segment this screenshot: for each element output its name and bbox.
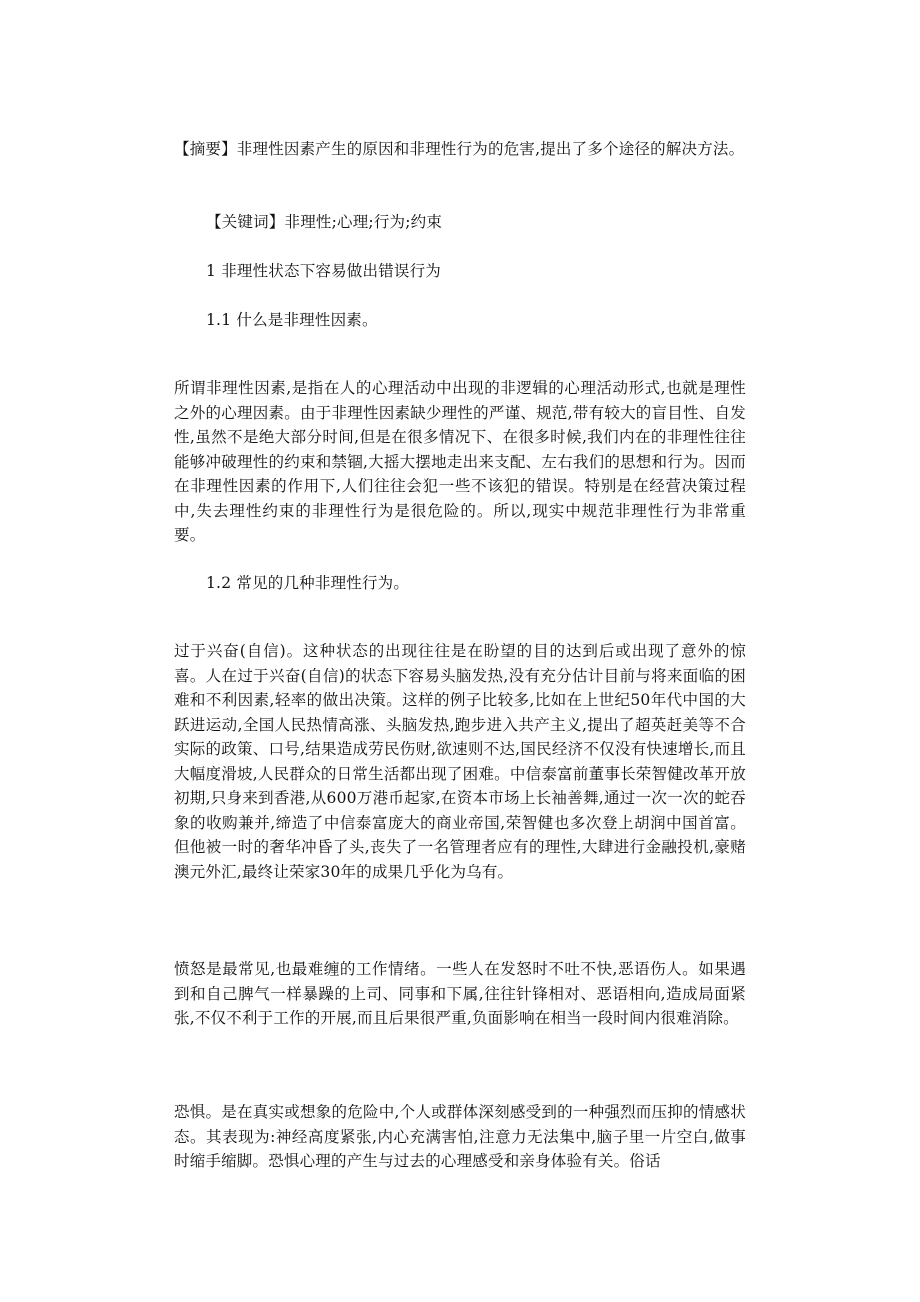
keywords-line: 【关键词】非理性;心理;行为;约束 <box>206 213 443 231</box>
excitement-paragraph: 过于兴奋(自信)。这种状态的出现往往是在盼望的目的达到后或出现了意外的惊喜。人在过于兴奋(自信)的状态下容易头脑发热,没有充分估计目前与将来面临的困难和不利因素,轻率的做出决策。这样的例子比较多,比如在上世纪50年代中国的大跃进运动,全国人民热情高涨、头脑发热,跑步进入共产主义,提出了超英赶美等不合实际的政策、口号,结果造成劳民伤财,欲速则不达,国民经济不仅没有快速增长,而且大幅度滑坡,人民群众的日常生活都出现了困难。中信泰富前董事长荣智健改革开放初期,只身来到香港,从600万港币起家,在资本市场上长袖善舞,通过一次一次的蛇吞象的收购兼并,缔造了中信泰富庞大的商业帝国,荣智健也多次登上胡润中国首富。但他被一时的奢华冲昏了头,丧失了一名管理者应有的理性,大肆进行金融投机,豪赌澳元外汇,最终让荣家30年的成果几乎化为乌有。 <box>174 642 746 881</box>
abstract-paragraph: 【摘要】非理性因素产生的原因和非理性行为的危害,提出了多个途径的解决方法。 <box>174 140 745 158</box>
section-1-2-heading: 1.2 常见的几种非理性行为。 <box>206 574 410 592</box>
anger-paragraph: 愤怒是最常见,也最难缠的工作情绪。一些人在发怒时不吐不快,恶语伤人。如果遇到和自己脾气一样暴躁的上司、同事和下属,往往针锋相对、恶语相向,造成局面紧张,不仅不利于工作的开展,而且后果很严重,负面影响在相当一段时间内很难消除。 <box>174 960 746 1027</box>
section-1-heading: 1 非理性状态下容易做出错误行为 <box>206 262 441 280</box>
section-1-1-heading: 1.1 什么是非理性因素。 <box>206 311 378 329</box>
section-1-1-body: 所谓非理性因素,是指在人的心理活动中出现的非逻辑的心理活动形式,也就是理性之外的心理因素。由于非理性因素缺少理性的严谨、规范,带有较大的盲目性、自发性,虽然不是绝大部分时间,但是在很多情况下、在很多时候,我们内在的非理性往往能够冲破理性的约束和禁锢,大摇大摆地走出来支配、左右我们的思想和行为。因而在非理性因素的作用下,人们往往会犯一些不该犯的错误。特别是在经营决策过程中,失去理性约束的非理性行为是很危险的。所以,现实中规范非理性行为非常重要。 <box>174 379 746 544</box>
fear-paragraph: 恐惧。是在真实或想象的危险中,个人或群体深刻感受到的一种强烈而压抑的情感状态。其表现为:神经高度紧张,内心充满害怕,注意力无法集中,脑子里一片空白,做事时缩手缩脚。恐惧心理的产生与过去的心理感受和亲身体验有关。俗话 <box>174 1103 746 1170</box>
